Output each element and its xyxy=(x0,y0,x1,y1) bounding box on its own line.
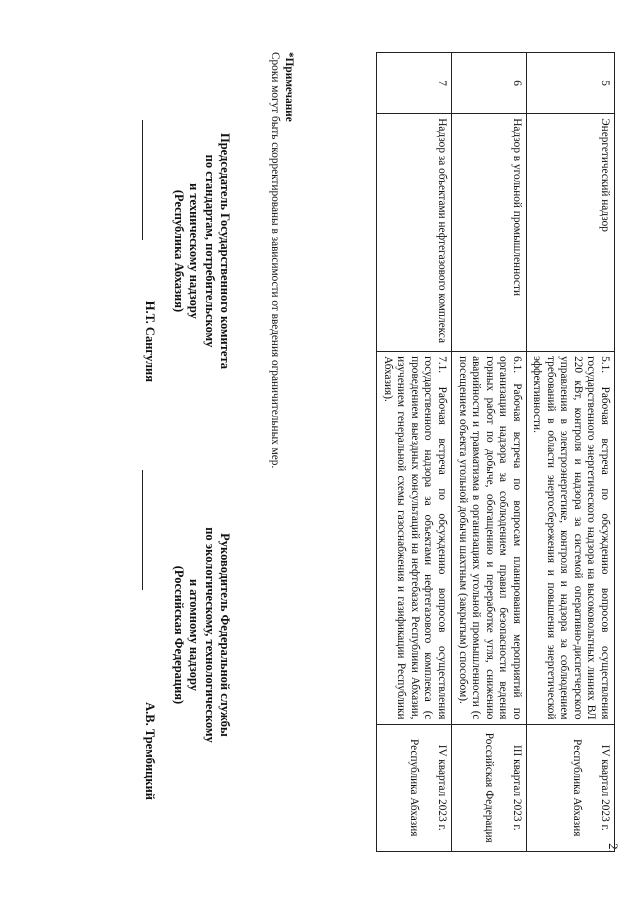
signatory-position-line: по стандартам, потребительскому xyxy=(202,154,217,348)
activity-description: 7.1. Рабочая встреча по обсуждению вопросов осуществления государственного надзора за объектами нефтегазового комплекса (с проведением выездных консультаций на нефтебазах Республики Абхазии, изучением генеральной схемы газоснабжения и газификации Республики Абхазия). xyxy=(377,352,452,724)
place-text: Республика Абхазия xyxy=(408,739,421,837)
activity-description: 6.1. Рабочая встреча по вопросам планирования мероприятий по организации надзора за соблюдением правил безопасности ведения горных работ по добыче, обогащению и переработке угля, снижению аварийности и травматизма в организациях угольной промышленности (с посещением объекта угольной добычи шахтным (закрытым) способом). xyxy=(451,352,526,724)
signature-block-left xyxy=(142,120,232,382)
direction-name: Надзор за объектами нефтегазового комплекса xyxy=(377,114,452,352)
direction-name: Надзор в угольной промышленности xyxy=(451,114,526,352)
signatory-name: А.В. Трембицкий xyxy=(143,702,157,800)
signatory-position-line: Председатель Государственного комитета xyxy=(218,132,232,369)
table-row xyxy=(526,53,614,852)
signatory-position-line: (Республика Абхазия) xyxy=(172,189,187,313)
row-number: 5 xyxy=(526,53,614,114)
signature-block-right xyxy=(142,470,232,800)
direction-name: Энергетический надзор xyxy=(526,114,614,352)
signature-row xyxy=(142,470,157,800)
footnote xyxy=(268,52,296,468)
signatory-position-line: Руководитель Федеральной службы xyxy=(218,533,232,737)
place-text: Республика Абхазия xyxy=(571,739,584,837)
signatory-name: Н.Т. Сангулия xyxy=(143,300,157,382)
term-cell xyxy=(377,724,452,852)
cooperation-plan-table xyxy=(376,52,615,852)
table-row xyxy=(451,53,526,852)
footnote-title: *Примечание xyxy=(283,52,295,122)
signature-row xyxy=(142,120,157,382)
page-number: 2. xyxy=(606,843,621,853)
row-number: 7 xyxy=(377,53,452,114)
signatory-position-line: и атомному надзору xyxy=(187,578,202,692)
row-number: 6 xyxy=(451,53,526,114)
table-row xyxy=(377,53,452,852)
signatory-position-line: (Российская Федерация) xyxy=(172,565,187,705)
signature-line xyxy=(142,120,157,240)
term-text: IV квартал 2023 г. xyxy=(599,744,611,831)
term-cell xyxy=(451,724,526,852)
term-cell xyxy=(526,724,614,852)
term-text: III квартал 2023 г. xyxy=(510,744,523,831)
signatory-position-line: и техническому надзору xyxy=(187,183,202,319)
term-text: IV квартал 2023 г. xyxy=(435,744,448,831)
signatory-position-line: по экологическому, технологическому xyxy=(202,527,217,743)
place-text: Российская Федерация xyxy=(483,732,496,843)
footnote-text: Сроки могут быть скорректированы в зависимости от введения ограничительных мер. xyxy=(268,52,281,469)
activity-description: 5.1. Рабочая встреча по обсуждению вопросов осуществления государственного энергетического надзора на высоковольтных линиях ВЛ 220 кВт, контроля и надзора за системой оперативно-диспетчерского управления в электроэнергетике, контроля и надзора за соблюдением требований в области энергосбережения и повышения энергетической эффективности. xyxy=(526,352,614,724)
signature-line xyxy=(142,470,157,590)
